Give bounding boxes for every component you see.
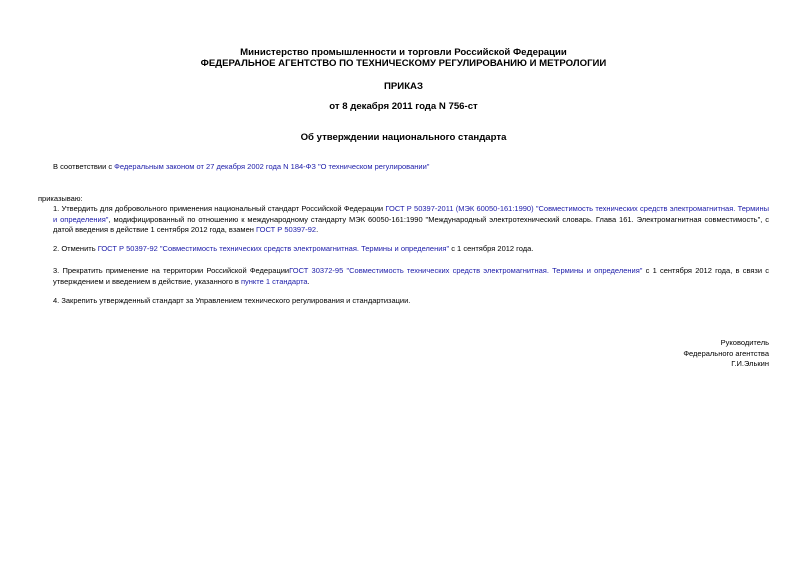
ministry-title: Министерство промышленности и торговли Российской Федерации (240, 47, 567, 58)
item-2-text-b: с 1 сентября 2012 года. (449, 244, 534, 253)
item-2-paragraph (53, 244, 769, 255)
item-3-paragraph (53, 266, 769, 287)
preamble-text: В соответствии с (53, 162, 115, 171)
signature-position: Руководитель (720, 338, 769, 347)
signature-block (683, 338, 769, 370)
item-1-text-b: , модифицированный по отношению к международному стандарту МЭК 60050-161:1990 "Международный электротехнический словарь. Глава 161. Электромагнитная совместимость", с датой введения в действие 1 сентября 2012 года, взамен (53, 214, 769, 234)
item-3-text-c: . (307, 276, 310, 286)
agency-title: ФЕДЕРАЛЬНОЕ АГЕНТСТВО ПО ТЕХНИЧЕСКОМУ РЕГУЛИРОВАНИЮ И МЕТРОЛОГИИ (200, 58, 607, 69)
document-date-number: от 8 декабря 2011 года N 756-ст (329, 101, 478, 112)
document-type: ПРИКАЗ (384, 81, 423, 92)
item-4-paragraph (53, 296, 769, 307)
signature-name: Г.И.Элькин (731, 359, 769, 368)
order-word: приказываю: (38, 194, 83, 203)
item-1-paragraph (53, 204, 769, 236)
gost-30372-95-link[interactable]: ГОСТ 30372-95 "Совместимость технических средств электромагнитная. Термины и определения" (289, 266, 643, 275)
item-1-reference-link[interactable]: пункте 1 стандарта (240, 276, 308, 286)
item-2-text-a: 2. Отменить (53, 244, 98, 253)
item-1-text-a: 1. Утвердить для добровольного применения национальный стандарт Российской Федерации (53, 204, 386, 213)
item-3-text-a: 3. Прекратить применение на территории Российской Федерации (53, 266, 290, 275)
gost-r-50397-92-link[interactable]: ГОСТ Р 50397-92 (255, 225, 317, 234)
gost-r-50397-92-full-link[interactable]: ГОСТ Р 50397-92 "Совместимость технических средств электромагнитная. Термины и определения" (97, 244, 450, 253)
federal-law-link[interactable]: Федеральным законом от 27 декабря 2002 года N 184-ФЗ "О техническом регулировании" (114, 162, 430, 171)
preamble-paragraph (53, 162, 769, 173)
item-4-text: 4. Закрепить утвержденный стандарт за Управлением технического регулирования и стандартизации. (53, 296, 411, 305)
document-subject: Об утверждении национального стандарта (300, 132, 507, 143)
gost-r-50397-2011-link[interactable]: ГОСТ Р 50397-2011 (МЭК 60050-161:1990) "Совместимость технических средств электромагнитная. Термины и определения" (53, 204, 769, 224)
item-1-text-c: . (316, 225, 319, 234)
item-3-text-b: с 1 сентября 2012 года, в связи с утверждением и введением в действие, указанного в (53, 266, 769, 286)
signature-agency: Федерального агентства (683, 348, 769, 358)
